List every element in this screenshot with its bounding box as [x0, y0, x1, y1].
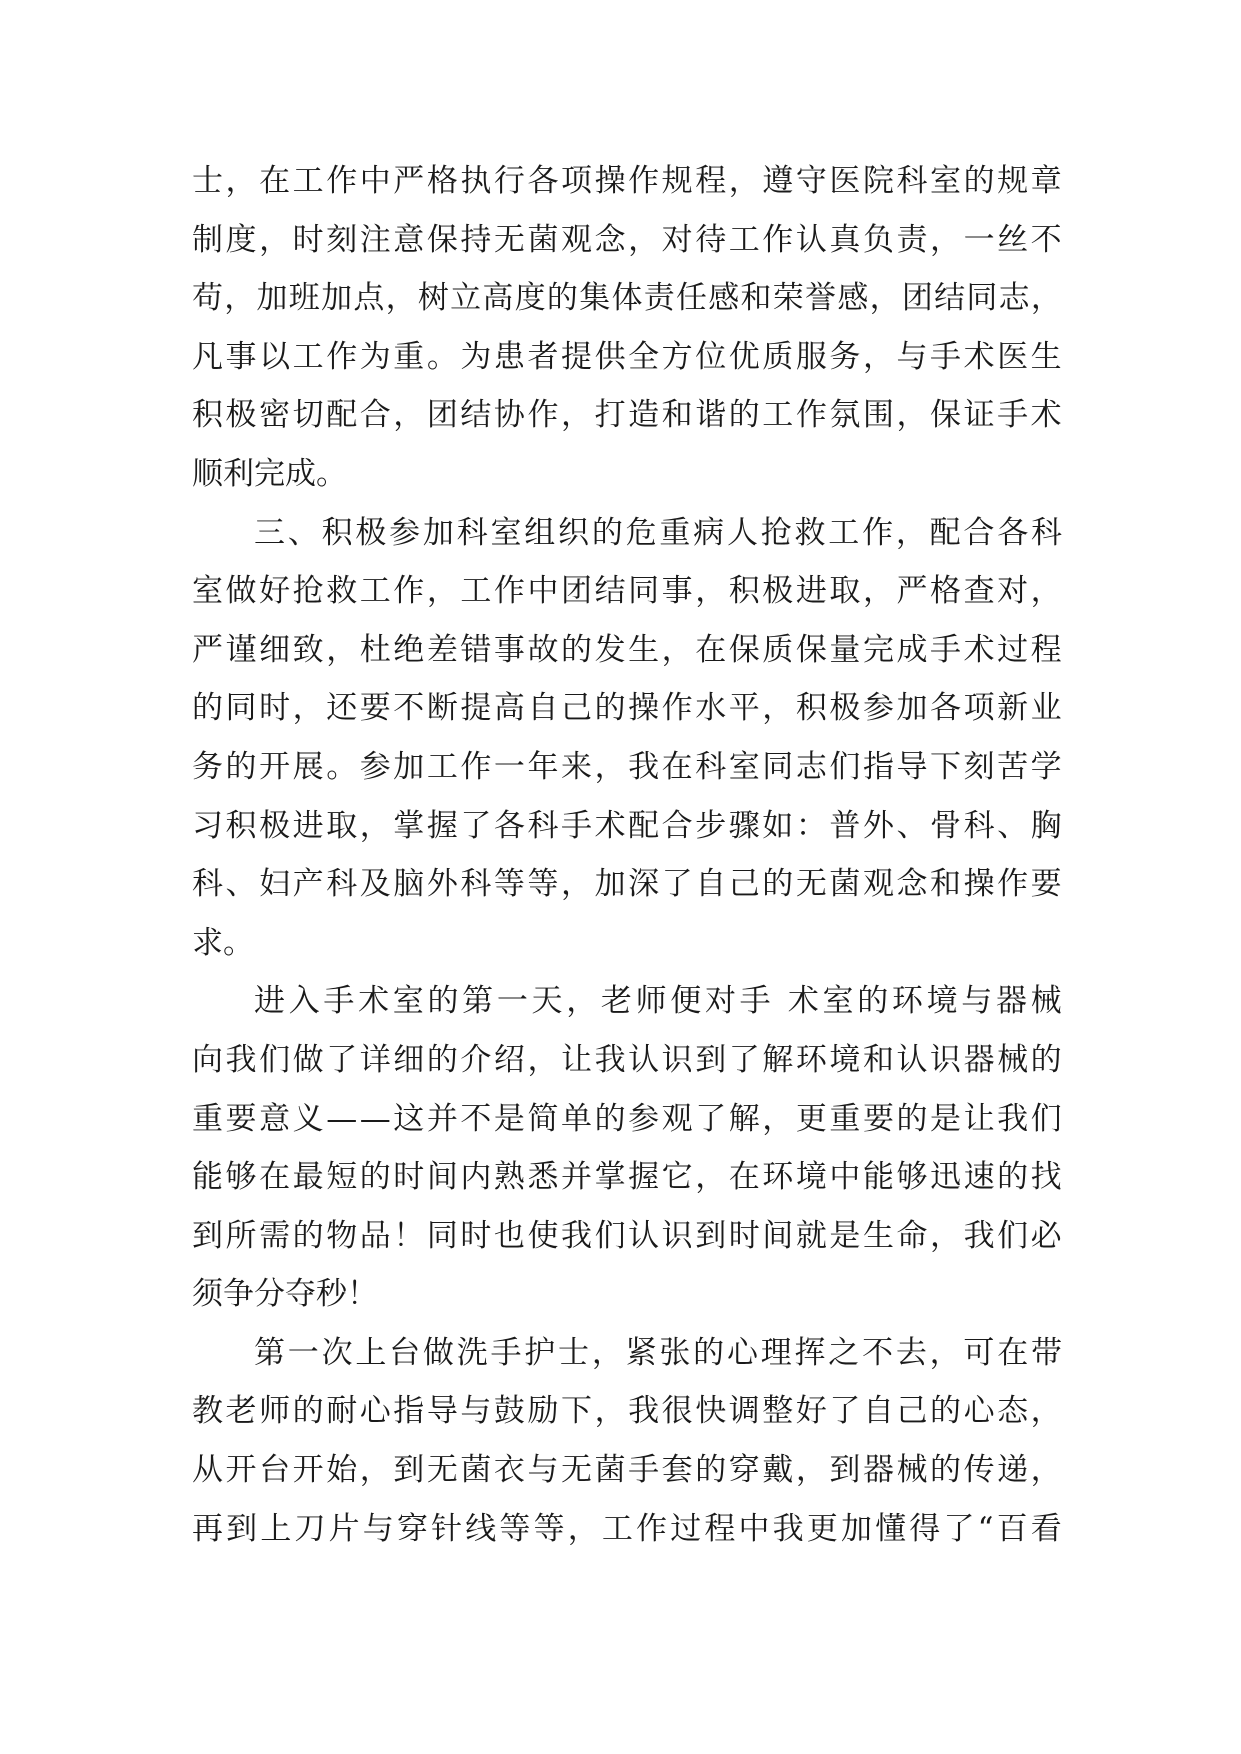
text-line: 室 做 好 抢 救 工 作 ， 工 作 中 团 结 同 事 ， 积 极 进 取 ， 严 格 查 对 ， — [192, 573, 1062, 610]
text-line: 凡 事 以 工 作 为 重 。 为 患 者 提 供 全 方 位 优 质 服 务 ， 与 手 术 医 生 — [192, 338, 1062, 375]
text-line: 顺利完成。 — [192, 455, 347, 492]
text-line: 进 入 手 术 室 的 第 一 天 ， 老 师 便 对 手 术 室 的 环 境 与 器 械 — [254, 983, 1062, 1020]
text-line: 士 ， 在 工 作 中 严 格 执 行 各 项 操 作 规 程 ， 遵 守 医 院 科 室 的 规 章 — [192, 163, 1062, 199]
text-line: 重 要 意 义 — — 这 并 不 是 简 单 的 参 观 了 解 ， 更 重 要 的 是 让 我 们 — [192, 1100, 1062, 1137]
text-line: 苟 ， 加 班 加 点 ， 树 立 高 度 的 集 体 责 任 感 和 荣 誉 感 ， 团 结 同 志 ， — [192, 280, 1062, 317]
text-line: 向 我 们 做 了 详 细 的 介 绍 ， 让 我 认 识 到 了 解 环 境 和 认 识 器 械 的 — [192, 1041, 1062, 1078]
text-line: 再 到 上 刀 片 与 穿 针 线 等 等 ， 工 作 过 程 中 我 更 加 懂 得 了 “ 百 看 — [192, 1510, 1062, 1547]
text-line: 能 够 在 最 短 的 时 间 内 熟 悉 并 掌 握 它 ， 在 环 境 中 能 够 迅 速 的 找 — [192, 1159, 1062, 1196]
text-line: 教 老 师 的 耐 心 指 导 与 鼓 励 下 ， 我 很 快 调 整 好 了 自 己 的 心 态 ， — [192, 1393, 1062, 1430]
text-line: 科 、 妇 产 科 及 脑 外 科 等 等 ， 加 深 了 自 己 的 无 菌 观 念 和 操 作 要 — [192, 866, 1062, 903]
text-line: 积 极 密 切 配 合 ， 团 结 协 作 ， 打 造 和 谐 的 工 作 氛 围 ， 保 证 手 术 — [192, 397, 1062, 434]
text-line: 三 、 积 极 参 加 科 室 组 织 的 危 重 病 人 抢 救 工 作 ， 配 合 各 科 — [254, 514, 1062, 551]
text-line: 第 一 次 上 台 做 洗 手 护 士 ， 紧 张 的 心 理 挥 之 不 去 ， 可 在 带 — [254, 1334, 1062, 1371]
text-line: 的 同 时 ， 还 要 不 断 提 高 自 己 的 操 作 水 平 ， 积 极 参 加 各 项 新 业 — [192, 690, 1062, 727]
text-line: 从 开 台 开 始 ， 到 无 菌 衣 与 无 菌 手 套 的 穿 戴 ， 到 器 械 的 传 递 ， — [192, 1452, 1062, 1489]
text-line: 习 积 极 进 取 ， 掌 握 了 各 科 手 术 配 合 步 骤 如 ： 普 外 、 骨 科 、 胸 — [192, 807, 1062, 844]
document-body — [192, 152, 1062, 1558]
text-line: 严 谨 细 致 ， 杜 绝 差 错 事 故 的 发 生 ， 在 保 质 保 量 完 成 手 术 过 程 — [192, 631, 1062, 668]
text-line: 到 所 需 的 物 品 ！ 同 时 也 使 我 们 认 识 到 时 间 就 是 生 命 ， 我 们 必 — [192, 1217, 1062, 1254]
text-line: 求。 — [192, 924, 254, 961]
text-line: 制 度 ， 时 刻 注 意 保 持 无 菌 观 念 ， 对 待 工 作 认 真 负 责 ， 一 丝 不 — [192, 221, 1062, 258]
text-line: 须争分夺秒！ — [192, 1276, 378, 1313]
text-line: 务 的 开 展 。 参 加 工 作 一 年 来 ， 我 在 科 室 同 志 们 指 导 下 刻 苦 学 — [192, 748, 1062, 785]
